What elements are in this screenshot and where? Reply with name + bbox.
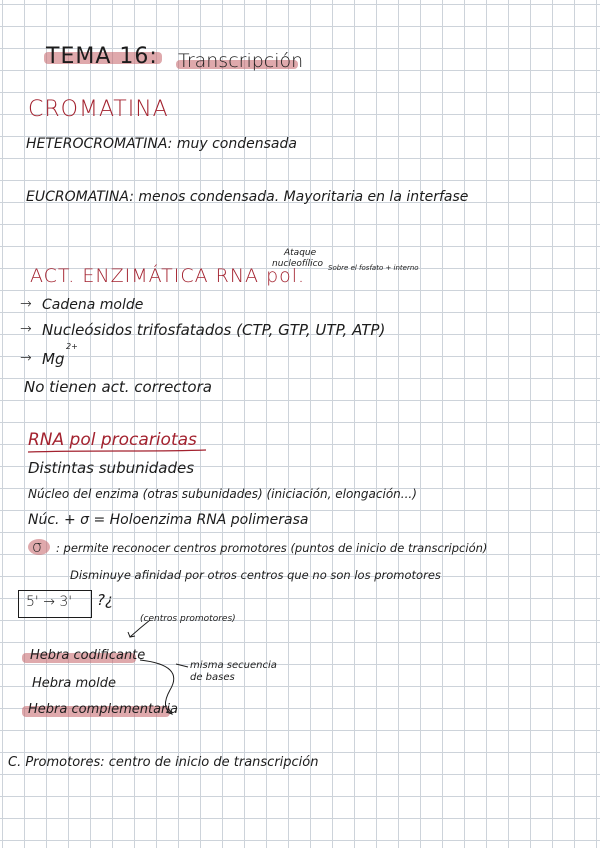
sigma-description: : permite reconocer centros promotores (puntos de inicio de transcripción): [56, 541, 488, 555]
sigma-symbol: σ: [32, 537, 43, 556]
misma-secuencia-note: misma secuencia de bases: [190, 660, 277, 683]
note-sobre-fosfato: Sobre el fosfato + interno: [328, 264, 419, 272]
mg-superscript: 2+: [66, 342, 78, 351]
page-title: TEMA 16:: [46, 44, 158, 69]
item-no-correctora: No tienen act. correctora: [24, 378, 212, 396]
eucromatina-line: EUCROMATINA: menos condensada. Mayoritaria en la interfase: [26, 189, 469, 205]
hebra-complementaria: Hebra complementaria: [28, 702, 178, 717]
rna-pol-line-2: Núcleo del enzima (otras subunidades) (iniciación, elongación...): [28, 487, 417, 501]
item-nucleosidos: Nucleósidos trifosfatados (CTP, GTP, UTP, ATP): [42, 321, 386, 339]
centros-note: (centros promotores): [140, 614, 236, 624]
rna-pol-heading: RNA pol procariotas: [28, 430, 197, 450]
arrow-icon: →: [20, 321, 32, 337]
item-mg: Mg: [42, 350, 65, 368]
page-topic: Transcripción: [178, 50, 304, 72]
note-nucleofilico: nucleofílico: [272, 259, 324, 269]
arrow-icon: →: [20, 350, 32, 366]
cromatina-heading: CROMATINA: [28, 97, 169, 122]
direction-text: 5' → 3': [26, 594, 73, 610]
arrow-icon: →: [20, 296, 32, 312]
heterocromatina-line: HETEROCROMATINA: muy condensada: [26, 136, 297, 152]
sigma-description-2: Disminuye afinidad por otros centros que no son los promotores: [70, 568, 441, 582]
hebra-molde: Hebra molde: [32, 676, 116, 691]
item-cadena-molde: Cadena molde: [42, 297, 144, 313]
rna-pol-line-1: Distintas subunidades: [28, 459, 195, 477]
question-marks: ?¿: [97, 591, 113, 609]
promotores-line: C. Promotores: centro de inicio de transcripción: [8, 755, 319, 770]
hebra-codificante: Hebra codificante: [30, 648, 146, 663]
rna-pol-line-3: Núc. + σ = Holoenzima RNA polimerasa: [28, 512, 309, 528]
act-enzimatica-heading: ACT. ENZIMÁTICA RNA pol.: [30, 265, 306, 287]
note-ataque: Ataque: [284, 248, 317, 258]
